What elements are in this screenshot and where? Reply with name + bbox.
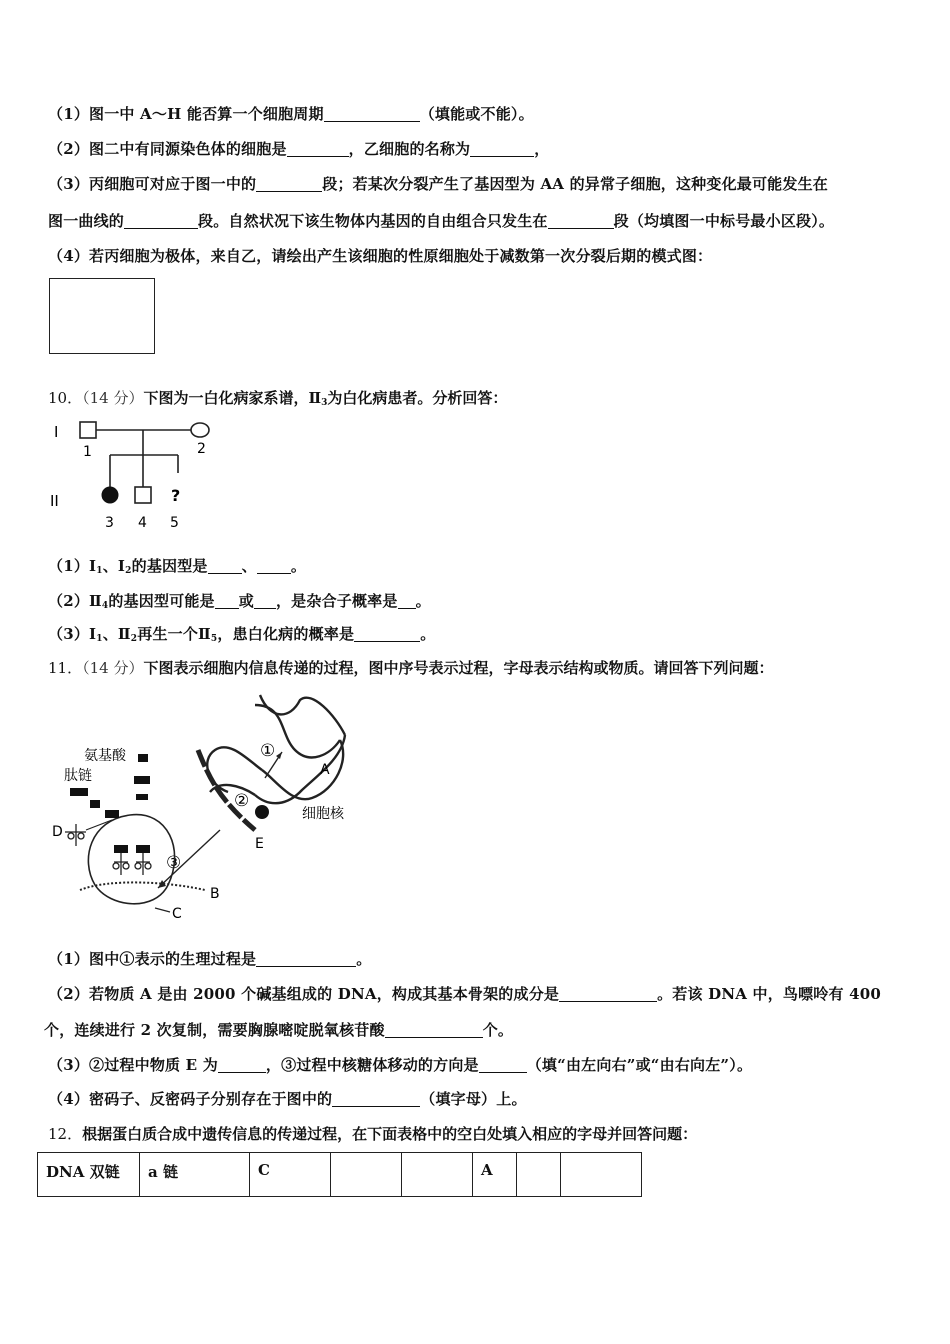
answer-blank[interactable] [332,1092,420,1107]
table-cell[interactable] [402,1153,473,1197]
rna-polymerase-e [255,805,269,819]
pedigree-unknown-5: ? [171,486,181,505]
pedigree-male-1 [80,422,96,438]
q9-part3a: （3）丙细胞可对应于图一中的 段；若某次分裂产生了基因型为 AA 的异常子细胞，这种变化最可能发生在 [48,175,828,193]
table-cell: C [250,1153,331,1197]
pedigree-female-2 [191,423,209,437]
table-cell: a 链 [140,1153,250,1197]
pedigree-affected-female-3 [102,487,118,503]
dna-double-helix [207,695,345,803]
answer-blank[interactable] [559,987,657,1002]
pedigree-label-5: 5 [170,515,179,531]
answer-blank[interactable] [287,142,349,157]
label-e: E [255,836,264,852]
q9-part2: （2）图二中有同源染色体的细胞是 ，乙细胞的名称为 ， [48,140,550,158]
answer-blank[interactable] [398,594,416,609]
answer-blank[interactable] [470,142,534,157]
table-cell: DNA 双链 [38,1153,140,1197]
answer-blank[interactable] [324,107,420,122]
q10-heading: 10．（14 分）下图为一白化病家系谱，$Ⅱ_3$为白化病患者。分析回答： [48,389,508,408]
table-cell[interactable] [517,1153,561,1197]
q11-sub1: （1）图中①表示的生理过程是 。 [48,950,372,968]
peptide-label: 肽链 [64,768,92,784]
pedigree-chart [40,415,240,535]
table-cell[interactable] [331,1153,402,1197]
answer-blank[interactable] [354,627,420,642]
q12-heading: 12．根据蛋白质合成中遗传信息的传递过程，在下面表格中的空白处填入相应的字母并回答问题： [48,1125,698,1143]
table-row [38,1153,642,1197]
process-2-label: ② [234,791,250,811]
protein-synthesis-figure [50,690,380,930]
q11-heading: 11．（14 分）下图表示细胞内信息传递的过程，图中序号表示过程，字母表示结构或物质。请回答下列问题： [48,659,774,677]
answer-blank[interactable] [208,559,242,574]
q10-sub2: $(2)Ⅱ_4$的基因型可能是 或 ，是杂合子概率是 。 [48,592,431,611]
answer-blank[interactable] [385,1023,483,1038]
answer-blank[interactable] [124,214,198,229]
label-b: B [210,886,220,902]
q9-part3b: 图一曲线的 段。自然状况下该生物体内基因的自由组合只发生在 段（均填图一中标号最小区段）。 [48,212,835,230]
table-cell: A [473,1153,517,1197]
nucleus-label: 细胞核 [302,806,344,822]
generation-2-label: II [50,492,59,510]
answer-blank[interactable] [218,1058,266,1073]
q11-sub2b: 个，连续进行 2 次复制，需要胸腺嘧啶脱氧核苷酸 个。 [44,1021,514,1039]
genetic-info-table [37,1152,642,1197]
pedigree-label-2: 2 [197,441,206,457]
peptide-chain [70,788,119,818]
table-cell[interactable] [561,1153,642,1197]
answer-blank[interactable] [254,594,276,609]
pedigree-label-3: 3 [105,515,114,531]
label-d: D [52,824,63,840]
ribosome [88,815,174,885]
pedigree-male-4 [135,487,151,503]
q10-sub1: $(1)Ⅰ_1$、$Ⅰ_2$的基因型是 、 。 [48,557,307,576]
answer-blank[interactable] [256,177,322,192]
trna-d [65,824,86,846]
answer-blank[interactable] [256,952,356,967]
drawing-answer-box[interactable] [49,278,155,354]
answer-blank[interactable] [215,594,239,609]
q11-sub2a: （2）若物质 A 是由 2000 个碱基组成的 DNA，构成其基本骨架的成分是 。若该 DNA 中，鸟嘌呤有 400 [48,985,882,1003]
process-3-label: ③ [166,853,182,873]
pedigree-label-4: 4 [138,515,147,531]
label-a: A [320,762,330,778]
q11-sub4: （4）密码子、反密码子分别存在于图中的 （填字母）上。 [48,1090,527,1108]
generation-1-label: I [54,423,59,441]
answer-blank[interactable] [257,559,291,574]
answer-blank[interactable] [479,1058,527,1073]
amino-acid-label: 氨基酸 [84,748,126,764]
q9-part4: （4）若丙细胞为极体，来自乙，请绘出产生该细胞的性原细胞处于减数第一次分裂后期的模式图： [48,247,713,265]
label-c: C [172,906,182,922]
trna-pair [114,845,150,853]
q10-sub3: $(3)Ⅰ_1$、$Ⅱ_2$再生一个$Ⅱ_5$，患白化病的概率是 。 [48,625,436,644]
answer-blank[interactable] [548,214,614,229]
pedigree-label-1: 1 [83,444,92,460]
process-1-label: ① [260,741,276,761]
q11-sub3: （3）②过程中物质 E 为 ，③过程中核糖体移动的方向是 （填“由左向右”或“由右向左”）。 [48,1056,753,1074]
q9-part1: （1）图一中 A～H 能否算一个细胞周期 （填能或不能）。 [48,105,534,123]
